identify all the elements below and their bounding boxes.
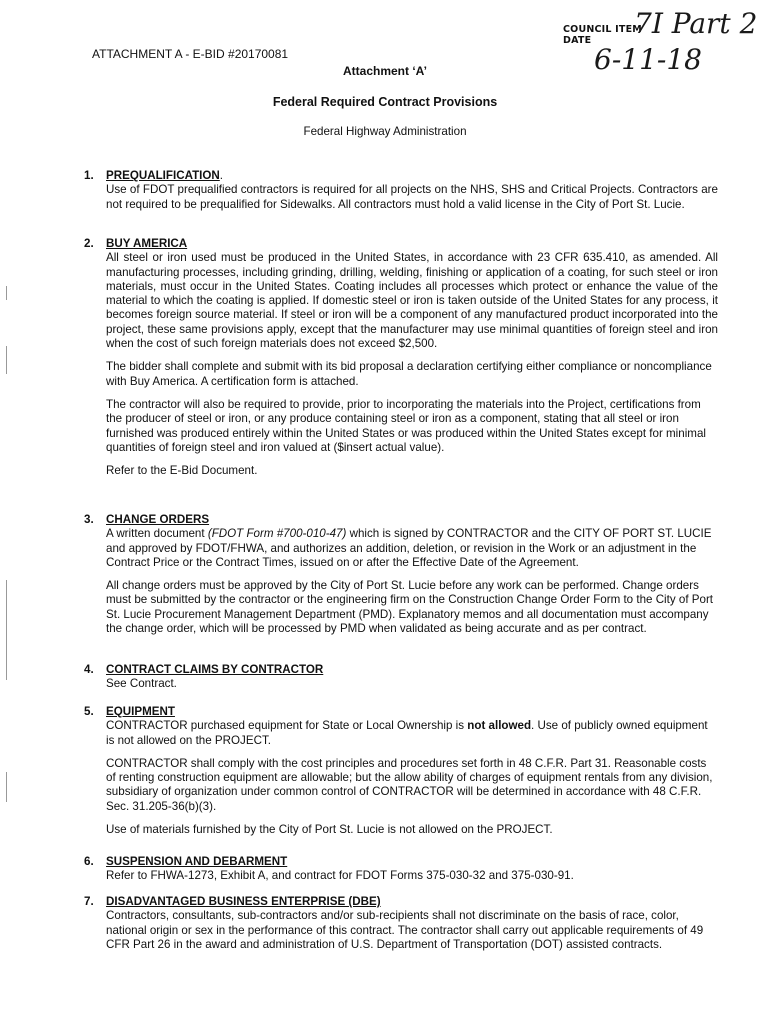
section-heading: EQUIPMENT [106, 705, 175, 718]
section-paragraph: A written document (FDOT Form #700-010-47) which is signed by CONTRACTOR and the CITY OF PORT ST. LUCIE and approved by FDOT/FHWA, and authorizes an addition, deletion, or revision in the Work or an adjustment in the Contract Price or the Contract Times, issued on or after the Effective Date of the Agreement. [106, 527, 712, 569]
section-paragraph: See Contract. [106, 677, 177, 691]
document-subtitle: Federal Highway Administration [303, 125, 467, 138]
handwritten-date: 6-11-18 [594, 43, 702, 76]
section-paragraph: Refer to FHWA-1273, Exhibit A, and contract for FDOT Forms 375-030-32 and 375-030-91. [106, 869, 574, 883]
form-reference: (FDOT Form #700-010-47) [207, 527, 347, 541]
handwritten-item-number: 7I Part 2 [634, 7, 758, 40]
section-prequalification: 1. PREQUALIFICATION. Use of FDOT prequalified contractors is required for all projects on the NHS, SHS and Critical Projects. Contractors are not required to be prequalified for Sidewalks. All contractors must hold a valid license in the City of Port St. Lucie. [84, 169, 718, 211]
emphasis-not-allowed: not allowed [467, 719, 532, 733]
council-item-label: COUNCIL ITEM [563, 24, 642, 35]
section-paragraph: All steel or iron used must be produced in the United States, in accordance with 23 CFR 635.410, as amended. All manufacturing processes, including grinding, drilling, welding, finishing or application of a coating, for such steel or iron materials, must occur in the United States. Coating includes all processes which protect or enhance the value of the material to which the coating is applied. If domestic steel or iron is taken outside of the United States for any process, it becomes foreign source material. If steel or iron will be a component of any manufactured product incorporated into the project, these same provisions apply, except that the manufacturer may use minimal quantities of foreign steel and iron when the cost of such foreign materials does not exceed $2,500. [106, 251, 718, 351]
section-heading: SUSPENSION AND DEBARMENT [106, 855, 288, 868]
section-number: 6. [84, 855, 94, 868]
section-heading: BUY AMERICA [106, 237, 188, 250]
attachment-title: Attachment ‘A’ [342, 64, 427, 78]
section-paragraph: CONTRACTOR shall comply with the cost principles and procedures set forth in 48 C.F.R. Part 31. Reasonable costs of renting construction equipment are allowable; but the allow ability of charges of equipment rentals from any division, subsidiary of organization under common control of CONTRACTOR will be determined in accordance with 48 C.F.R. Sec. 31.205-36(b)(3). [106, 756, 713, 813]
section-number: 1. [84, 169, 94, 182]
scan-mark [6, 580, 7, 680]
section-paragraph: The contractor will also be required to provide, prior to incorporating the materials into the Project, certifications from the producer of steel or iron, or any produce containing steel or iron as a component, stating that all steel or iron furnished was produced entirely within the United States or was produced within the United States except for minimal quantities of foreign steel and iron valued at ($insert actual value). [106, 397, 706, 454]
section-suspension-debarment [84, 855, 718, 884]
scan-mark [6, 772, 7, 802]
section-heading: PREQUALIFICATION [106, 169, 220, 182]
section-paragraph: Refer to the E-Bid Document. [106, 464, 258, 478]
scan-mark [6, 286, 7, 300]
section-paragraph: CONTRACTOR purchased equipment for State or Local Ownership is not allowed. Use of publicly owned equipment is not allowed on the PROJECT. [106, 719, 708, 747]
section-number: 3. [84, 513, 94, 526]
section-heading: CONTRACT CLAIMS BY CONTRACTOR [106, 663, 324, 676]
section-contract-claims [84, 663, 718, 692]
section-heading: CHANGE ORDERS [106, 513, 210, 526]
section-paragraph: All change orders must be approved by the City of Port St. Lucie before any work can be performed. Change orders must be submitted by the contractor or the engineering firm on the Construction Change Order Form to the City of Port St. Lucie Procurement Management Department (PMD). Explanatory memos and all documentation must accompany the change order, which will be processed by PMD when validated as being accurate and as per contract. [106, 579, 714, 636]
attachment-reference: ATTACHMENT A - E-BID #20170081 [92, 47, 289, 61]
section-dbe [84, 895, 718, 952]
section-paragraph: Contractors, consultants, sub-contractors and/or sub-recipients shall not discriminate on the basis of race, color, national origin or sex in the performance of this contract. The contractor shall carry out applicable requirements of 49 CFR Part 26 in the award and administration of U.S. Department of Transportation (DOT) assisted contracts. [106, 909, 704, 951]
section-number: 5. [84, 705, 94, 718]
section-buy-america [84, 237, 718, 478]
section-paragraph: The bidder shall complete and submit with its bid proposal a declaration certifying either compliance or noncompliance with Buy America. A certification form is attached. [106, 360, 712, 388]
section-paragraph: Use of materials furnished by the City of Port St. Lucie is not allowed on the PROJECT. [106, 823, 553, 837]
section-heading: DISADVANTAGED BUSINESS ENTERPRISE (DBE) [106, 895, 381, 908]
section-number: 7. [84, 895, 94, 908]
section-change-orders [84, 513, 718, 636]
document-title: Federal Required Contract Provisions [272, 95, 498, 109]
date-label: DATE [563, 35, 592, 46]
section-number: 2. [84, 237, 94, 250]
scan-mark [6, 346, 7, 374]
section-paragraph: Use of FDOT prequalified contractors is required for all projects on the NHS, SHS and Critical Projects. Contractors are not required to be prequalified for Sidewalks. All contractors must hold a valid license in the City of Port St. Lucie. [106, 183, 718, 211]
section-equipment [84, 705, 718, 837]
section-number: 4. [84, 663, 94, 676]
